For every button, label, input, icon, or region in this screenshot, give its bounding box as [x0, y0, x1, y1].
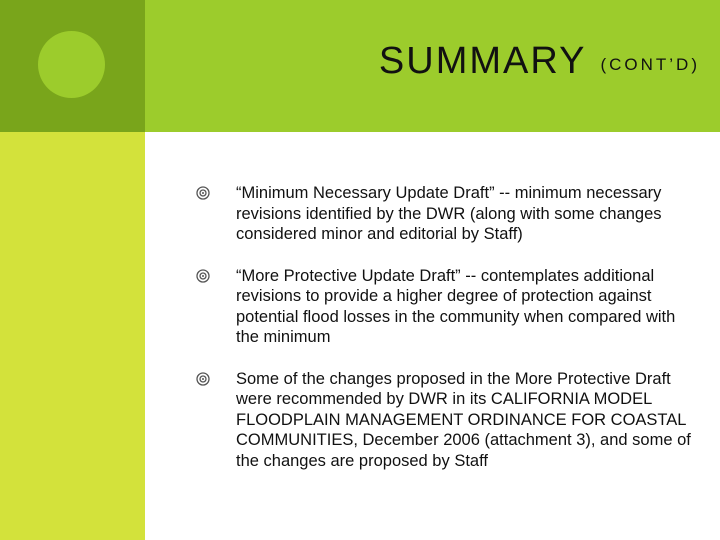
bullet-text: “More Protective Update Draft” -- contemplates additional revisions to provide a higher degree of protection against potential flood losses in the community when compared with the minimum — [236, 266, 676, 346]
slide-title — [0, 40, 700, 83]
title-suffix: (CONT’D) — [600, 55, 700, 74]
target-bullet-icon — [196, 372, 210, 386]
left-bottom-panel — [0, 132, 145, 540]
target-bullet-icon — [196, 186, 210, 200]
bullet-list — [196, 183, 696, 492]
bullet-item — [196, 266, 696, 348]
bullet-text: “Minimum Necessary Update Draft” -- minimum necessary revisions identified by the DWR (along with some changes considered minor and editorial by Staff) — [236, 184, 662, 243]
bullet-text: Some of the changes proposed in the More Protective Draft were recommended by DWR in its CALIFORNIA MODEL FLOODPLAIN MANAGEMENT ORDINANCE FOR COASTAL COMMUNITIES, December 2006 (attachment 3), and some of the changes are proposed by Staff — [236, 369, 691, 470]
bullet-item — [196, 183, 696, 245]
title-main: SUMMARY — [378, 40, 587, 82]
bullet-item — [196, 369, 696, 472]
target-bullet-icon — [196, 269, 210, 283]
